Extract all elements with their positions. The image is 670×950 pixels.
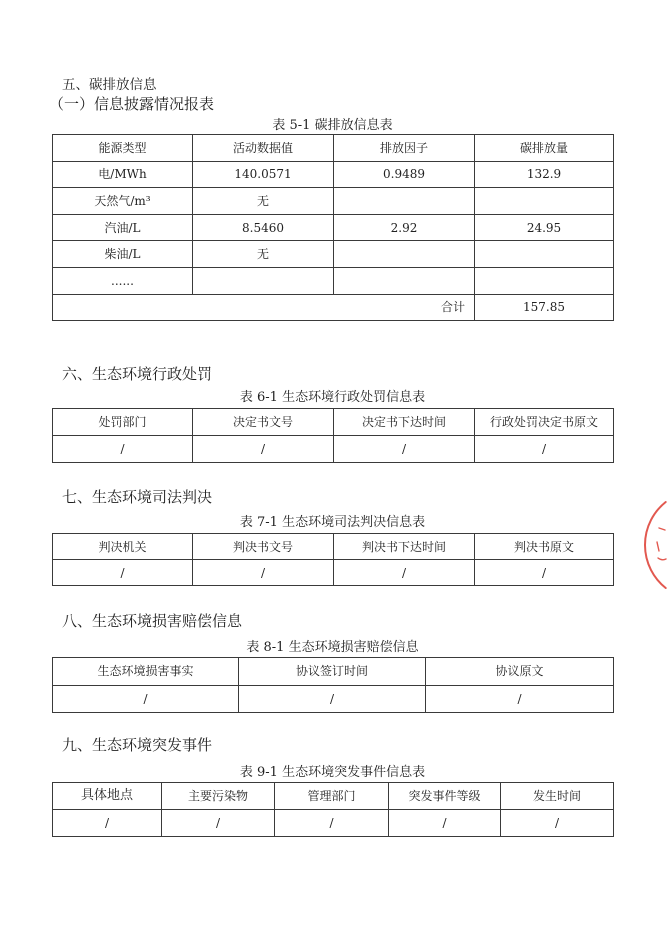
table-cell: 汽油/L — [53, 214, 193, 241]
table-header-row — [53, 658, 614, 686]
table-cell: / — [193, 436, 334, 463]
table-cell: 电/MWh — [53, 161, 193, 188]
table-cell: / — [389, 810, 501, 837]
table-cell: / — [53, 560, 193, 586]
table-header-row — [53, 135, 614, 162]
table-cell — [475, 188, 614, 215]
table-row — [53, 267, 614, 294]
table-row — [53, 436, 614, 463]
table-cell — [334, 241, 475, 268]
table-cell: 天然气/m³ — [53, 188, 193, 215]
table-caption-6-1: 表 6-1 生态环境行政处罚信息表 — [239, 390, 426, 405]
table-cell: 24.95 — [475, 214, 614, 241]
table-cell — [334, 267, 475, 294]
header-emission-factor: 排放因子 — [334, 135, 475, 162]
table-caption-9-1: 表 9-1 生态环境突发事件信息表 — [239, 765, 426, 780]
environmental-emergency-table — [52, 782, 614, 837]
total-label: 合计 — [53, 294, 475, 321]
damage-compensation-table — [52, 657, 614, 713]
section-heading-compensation: 八、生态环境损害赔偿信息 — [62, 612, 243, 630]
header-main-pollutants: 主要污染物 — [162, 783, 275, 810]
header-judgment-original: 判决书原文 — [475, 534, 614, 560]
table-row — [53, 810, 614, 837]
table-cell: / — [53, 810, 162, 837]
header-energy-type: 能源类型 — [53, 135, 193, 162]
table-cell: / — [334, 436, 475, 463]
table-row — [53, 685, 614, 713]
table-row — [53, 188, 614, 215]
table-cell: 无 — [193, 188, 334, 215]
table-cell: 无 — [193, 241, 334, 268]
table-cell — [193, 267, 334, 294]
table-cell — [475, 267, 614, 294]
table-caption-5-1: 表 5-1 碳排放信息表 — [272, 118, 393, 133]
seal-stamp — [636, 498, 668, 590]
table-cell: / — [162, 810, 275, 837]
table-row — [53, 161, 614, 188]
table-cell: / — [193, 560, 334, 586]
table-row — [53, 241, 614, 268]
header-decision-number: 决定书文号 — [193, 409, 334, 436]
table-cell: 柴油/L — [53, 241, 193, 268]
table-cell: / — [334, 560, 475, 586]
header-management-department: 管理部门 — [275, 783, 389, 810]
table-cell: 0.9489 — [334, 161, 475, 188]
table-row — [53, 214, 614, 241]
table-cell: / — [239, 685, 426, 713]
table-cell: 140.0571 — [193, 161, 334, 188]
header-agreement-original: 协议原文 — [426, 658, 614, 686]
table-cell: / — [53, 685, 239, 713]
header-occurrence-time: 发生时间 — [501, 783, 614, 810]
table-cell: / — [426, 685, 614, 713]
table-cell: / — [53, 436, 193, 463]
table-cell: 2.92 — [334, 214, 475, 241]
header-damage-facts: 生态环境损害事实 — [53, 658, 239, 686]
table-header-row — [53, 409, 614, 436]
header-penalty-department: 处罚部门 — [53, 409, 193, 436]
table-caption-8-1: 表 8-1 生态环境损害赔偿信息 — [246, 640, 419, 655]
table-header-row — [53, 534, 614, 560]
header-decision-original: 行政处罚决定书原文 — [475, 409, 614, 436]
table-cell: / — [475, 436, 614, 463]
table-cell: 8.5460 — [193, 214, 334, 241]
table-cell — [334, 188, 475, 215]
total-row — [53, 294, 614, 321]
header-judgment-number: 判决书文号 — [193, 534, 334, 560]
table-caption-7-1: 表 7-1 生态环境司法判决信息表 — [239, 515, 426, 530]
section-heading-emergency: 九、生态环境突发事件 — [62, 736, 213, 754]
table-cell: / — [475, 560, 614, 586]
header-activity-value: 活动数据值 — [193, 135, 334, 162]
header-judgment-authority: 判决机关 — [53, 534, 193, 560]
total-value: 157.85 — [475, 294, 614, 321]
table-cell: ...... — [53, 267, 193, 294]
header-judgment-date: 判决书下达时间 — [334, 534, 475, 560]
section-heading-carbon: 五、碳排放信息 — [62, 77, 157, 93]
section-heading-penalty: 六、生态环境行政处罚 — [62, 365, 213, 383]
header-emergency-level: 突发事件等级 — [389, 783, 501, 810]
table-header-row — [53, 783, 614, 810]
header-emission-amount: 碳排放量 — [475, 135, 614, 162]
table-cell: 132.9 — [475, 161, 614, 188]
administrative-penalty-table — [52, 408, 614, 463]
table-cell — [475, 241, 614, 268]
table-row — [53, 560, 614, 586]
table-cell: / — [501, 810, 614, 837]
header-agreement-date: 协议签订时间 — [239, 658, 426, 686]
judicial-judgment-table — [52, 533, 614, 586]
table-cell: / — [275, 810, 389, 837]
carbon-emission-table — [52, 134, 614, 321]
header-decision-date: 决定书下达时间 — [334, 409, 475, 436]
header-location: 具体地点 — [53, 783, 162, 810]
subheading-disclosure-report: （一）信息披露情况报表 — [49, 95, 215, 113]
section-heading-judgment: 七、生态环境司法判决 — [62, 488, 213, 506]
